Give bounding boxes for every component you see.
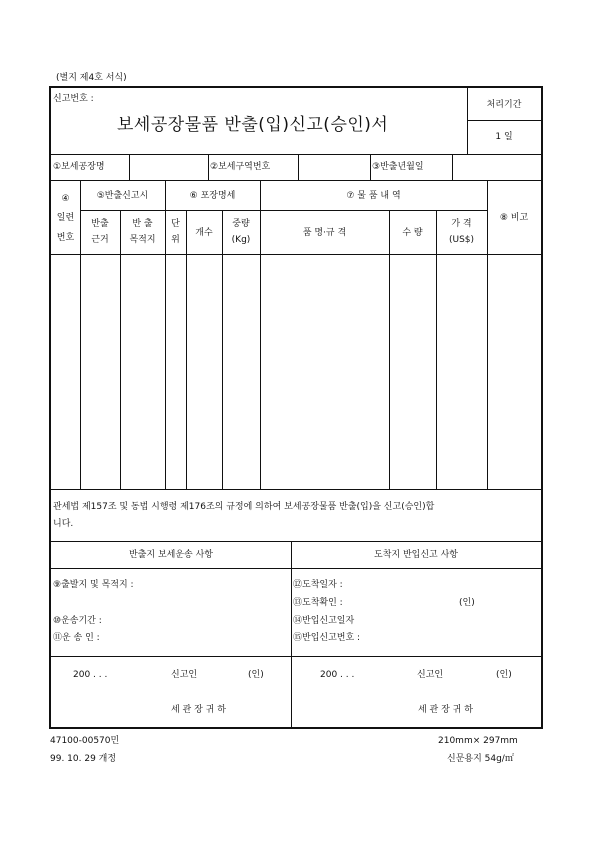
date-label: ③반출년월일 — [372, 162, 424, 172]
quantity-header: 수 량 — [402, 228, 423, 238]
paper-size: 210mm× 297mm — [438, 736, 518, 746]
divider — [452, 154, 453, 180]
divider — [208, 154, 209, 180]
entry-no-line1: 일련 — [56, 213, 75, 223]
divider — [51, 656, 541, 657]
divider — [186, 210, 187, 489]
unit-line2: 위 — [171, 235, 180, 245]
processing-period-value: 1 일 — [495, 132, 513, 142]
divider — [389, 210, 390, 489]
divider — [51, 180, 541, 181]
item-detail-header: ⑦ 물 품 내 역 — [346, 191, 401, 201]
left-date-line: 200 . . . — [73, 670, 108, 680]
divider — [120, 210, 121, 489]
divider — [260, 180, 261, 489]
carrier-field: ⑪운 송 인 : — [53, 633, 100, 643]
entry-no-line2: 번호 — [56, 233, 75, 243]
right-reporter-label: 신고인 — [417, 670, 444, 680]
arrival-confirm-field: ⑬도착확인 : — [293, 598, 343, 608]
arrival-confirm-seal: (인) — [459, 598, 475, 608]
divider — [436, 210, 437, 489]
left-addressee: 세 관 장 귀 하 — [171, 705, 226, 715]
divider — [222, 210, 223, 489]
divider — [467, 120, 541, 121]
dest-line1: 반 출 — [132, 219, 153, 229]
count-header: 개수 — [195, 228, 213, 238]
divider — [298, 154, 299, 180]
departure-destination-field: ⑨출발지 및 목적지 : — [53, 580, 134, 590]
zone-no-label: ②보세구역번호 — [210, 162, 271, 172]
divider — [51, 489, 541, 490]
divider — [467, 88, 468, 154]
form-label: (별지 제4호 서식) — [56, 73, 127, 83]
right-addressee: 세 관 장 귀 하 — [418, 705, 473, 715]
statement-line1: 관세법 제157조 및 동법 시행령 제176조의 규정에 의하여 보세공장물품 반출(입)을 신고(승인)합 — [53, 502, 435, 512]
divider — [129, 154, 130, 180]
remarks-header: ⑧ 비고 — [499, 213, 529, 223]
price-line2: (US$) — [448, 235, 475, 245]
form-number: 47100-00570민 — [50, 736, 120, 746]
export-report-header: ⑤반출신고시 — [96, 191, 149, 201]
divider — [51, 154, 541, 155]
paper-type: 신문용지 54g/㎡ — [447, 754, 514, 764]
weight-line2: (Kg) — [231, 235, 251, 245]
unit-line1: 단 — [171, 219, 180, 229]
divider — [51, 541, 541, 542]
transport-period-field: ⑩운송기간 : — [53, 616, 102, 626]
basis-line2: 근거 — [91, 235, 109, 245]
left-reporter-label: 신고인 — [171, 670, 198, 680]
dest-line2: 목적지 — [129, 235, 156, 245]
revision-date: 99. 10. 29 개정 — [50, 754, 117, 764]
right-section-heading: 도착지 반입신고 사항 — [374, 550, 458, 560]
packing-header: ⑥ 포장명세 — [189, 191, 236, 201]
left-section-heading: 반출지 보세운송 사항 — [129, 550, 213, 560]
import-report-no-field: ⑮반입신고번호 : — [293, 633, 361, 643]
weight-line1: 중량 — [232, 219, 250, 229]
divider — [51, 568, 541, 569]
right-seal-mark: (인) — [496, 670, 512, 680]
left-seal-mark: (인) — [248, 670, 264, 680]
basis-line1: 반출 — [91, 219, 109, 229]
processing-period-label: 처리기간 — [486, 100, 522, 110]
statement-line2: 니다. — [53, 519, 74, 529]
divider — [51, 254, 541, 255]
divider — [370, 154, 371, 180]
price-line1: 가 격 — [451, 219, 472, 229]
arrival-date-field: ⑫도착일자 : — [293, 580, 343, 590]
factory-name-label: ①보세공장명 — [53, 162, 105, 172]
entry-no-num: ④ — [61, 194, 70, 204]
import-report-date-field: ⑭반입신고일자 — [293, 616, 355, 626]
form-title: 보세공장물품 반출(입)신고(승인)서 — [117, 115, 389, 135]
report-no-label: 신고번호 : — [53, 94, 94, 104]
divider — [487, 180, 488, 489]
right-date-line: 200 . . . — [320, 670, 355, 680]
divider — [80, 210, 487, 211]
name-spec-header: 품 명·규 격 — [302, 228, 347, 238]
